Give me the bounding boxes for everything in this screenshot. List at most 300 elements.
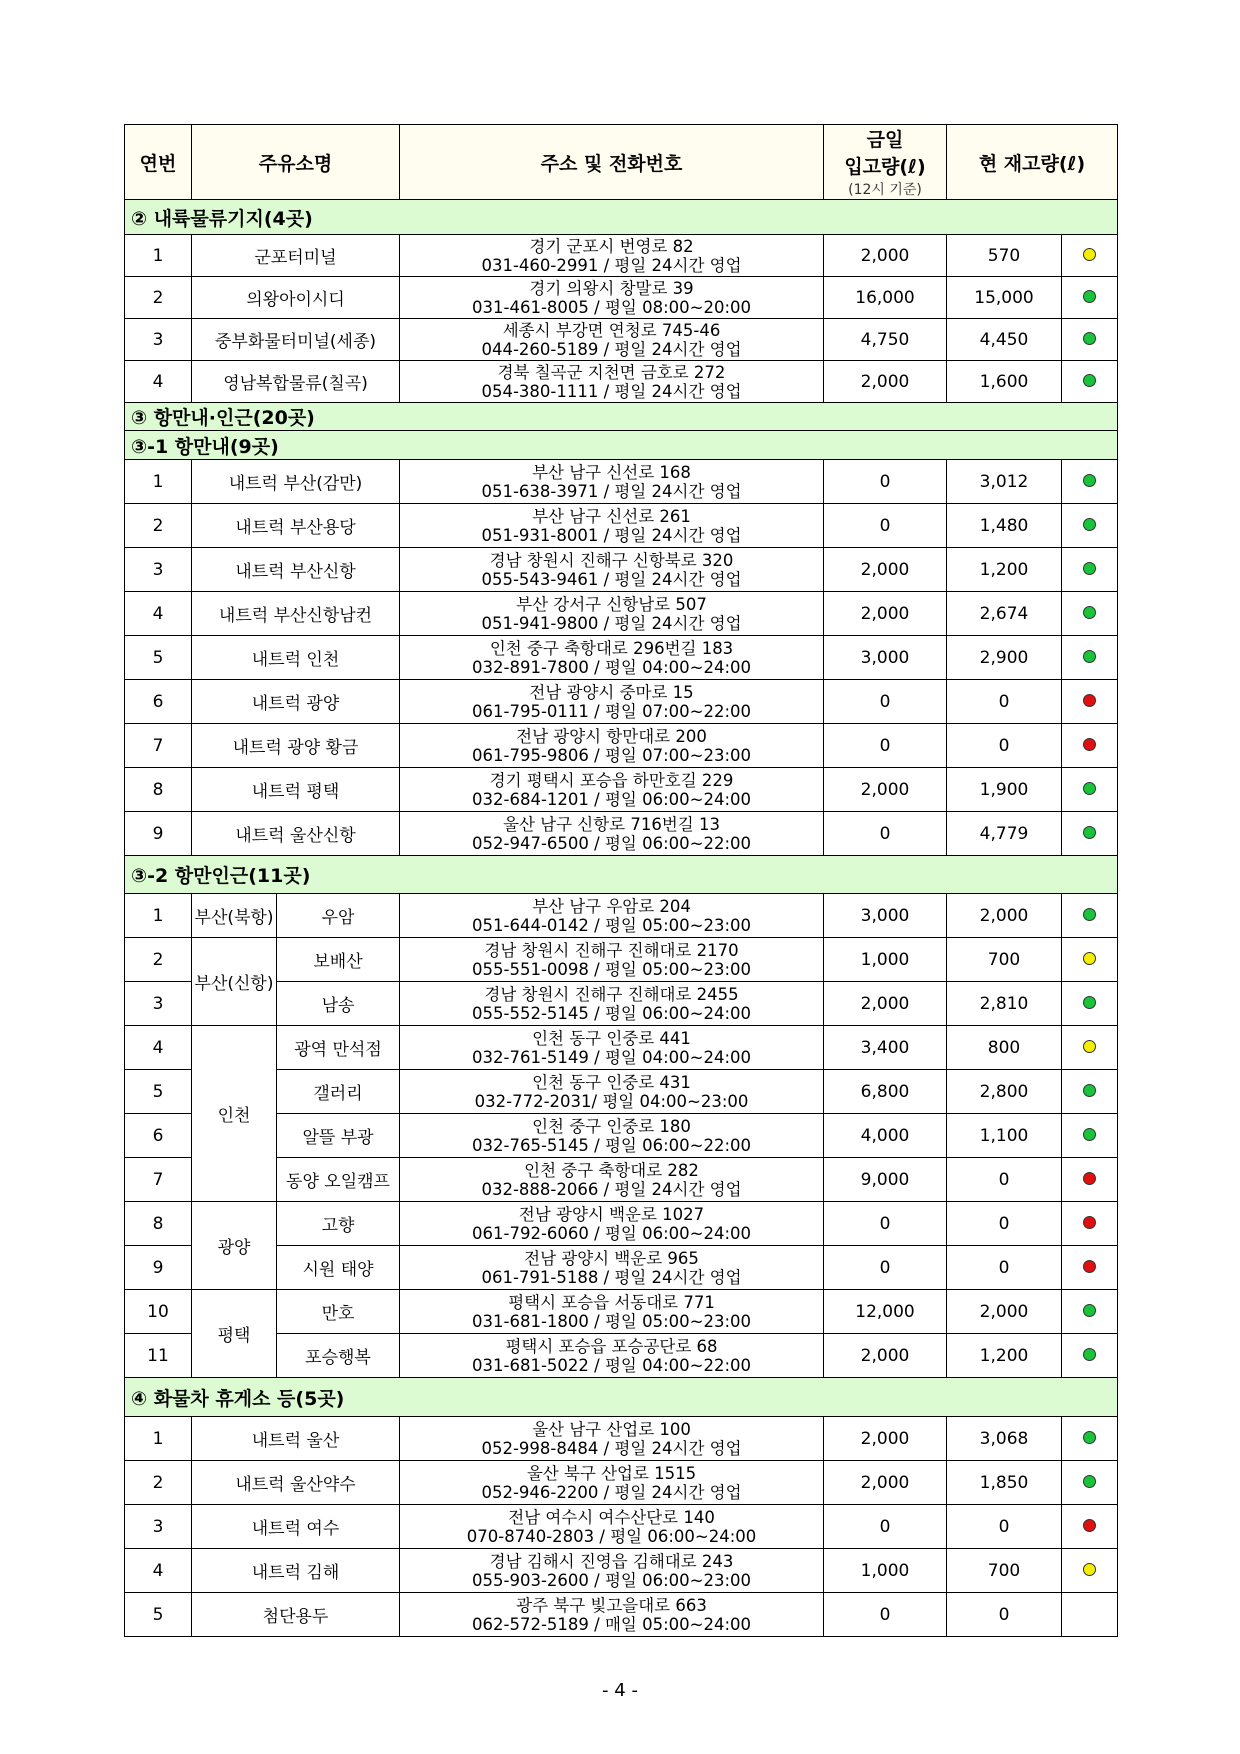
address-line: 인천 동구 인중로 431: [532, 1072, 691, 1092]
station-address: [400, 548, 824, 592]
stock-amount: 1,100: [947, 1114, 1062, 1158]
row-no: 6: [125, 1114, 192, 1158]
address-line: 평택시 포승읍 서동대로 771: [508, 1292, 715, 1312]
status-cell: [1062, 680, 1118, 724]
status-dot-red-icon: [1083, 1519, 1096, 1532]
intake-amount: 0: [824, 1246, 947, 1290]
stock-amount: 15,000: [947, 277, 1062, 319]
intake-amount: 0: [824, 1593, 947, 1637]
row-no: 3: [125, 1505, 192, 1549]
status-cell: [1062, 724, 1118, 768]
row-no: 9: [125, 812, 192, 856]
address-line: 부산 남구 우암로 204: [532, 896, 691, 916]
station-address: [400, 724, 824, 768]
address-line: 평택시 포승읍 포승공단로 68: [505, 1336, 718, 1356]
row-no: 3: [125, 982, 192, 1026]
status-cell: [1062, 982, 1118, 1026]
intake-amount: 2,000: [824, 1417, 947, 1461]
station-address: [400, 1417, 824, 1461]
phone-hours-line: 032-684-1201 / 평일 06:00~24:00: [472, 789, 751, 809]
address-line: 부산 남구 신선로 261: [532, 506, 691, 526]
address-line: 경기 의왕시 창말로 39: [529, 278, 694, 298]
section-header-row: [125, 431, 1118, 460]
status-cell: [1062, 1114, 1118, 1158]
status-cell: [1062, 319, 1118, 361]
intake-amount: 2,000: [824, 361, 947, 403]
stock-amount: 2,674: [947, 592, 1062, 636]
section-title: ② 내륙물류기지(4곳): [125, 200, 1118, 235]
table-row: [125, 548, 1118, 592]
header-intake: [824, 125, 947, 200]
station-name: 내트럭 울산약수: [192, 1461, 400, 1505]
phone-hours-line: 062-572-5189 / 매일 05:00~24:00: [472, 1614, 751, 1634]
intake-amount: 12,000: [824, 1290, 947, 1334]
intake-amount: 0: [824, 812, 947, 856]
section-header-row: [125, 403, 1118, 431]
stock-amount: 0: [947, 1505, 1062, 1549]
station-address: [400, 636, 824, 680]
phone-hours-line: 031-460-2991 / 평일 24시간 영업: [481, 255, 742, 275]
address-line: 전남 여수시 여수산단로 140: [508, 1507, 715, 1527]
station-address: [400, 277, 824, 319]
intake-amount: 0: [824, 460, 947, 504]
phone-hours-line: 031-681-5022 / 평일 04:00~22:00: [472, 1355, 751, 1375]
station-address: [400, 361, 824, 403]
phone-hours-line: 055-903-2600 / 평일 06:00~23:00: [472, 1570, 751, 1590]
address-line: 울산 남구 신항로 716번길 13: [503, 814, 720, 834]
stock-amount: 4,779: [947, 812, 1062, 856]
status-dot-green-icon: [1083, 474, 1096, 487]
status-dot-yellow-icon: [1083, 952, 1096, 965]
phone-hours-line: 055-551-0098 / 평일 05:00~23:00: [472, 959, 751, 979]
row-no: 7: [125, 1158, 192, 1202]
address-line: 경기 군포시 번영로 82: [529, 236, 694, 256]
status-cell: [1062, 1246, 1118, 1290]
status-dot-green-icon: [1083, 908, 1096, 921]
phone-hours-line: 032-772-2031/ 평일 04:00~23:00: [474, 1091, 749, 1111]
table-row: [125, 1505, 1118, 1549]
station-name: 영남복합물류(칠곡): [192, 361, 400, 403]
row-no: 4: [125, 1026, 192, 1070]
address-line: 광주 북구 빛고을대로 663: [516, 1595, 707, 1615]
phone-hours-line: 051-644-0142 / 평일 05:00~23:00: [472, 915, 751, 935]
station-address: [400, 1158, 824, 1202]
status-cell: [1062, 1202, 1118, 1246]
table-row: [125, 460, 1118, 504]
station-name: 포승행복: [277, 1334, 400, 1378]
intake-amount: 4,000: [824, 1114, 947, 1158]
station-address: [400, 1461, 824, 1505]
address-line: 경남 창원시 진해구 신항북로 320: [489, 550, 734, 570]
address-line: 인천 중구 인중로 180: [532, 1116, 691, 1136]
address-line: 인천 중구 축항대로 282: [524, 1160, 699, 1180]
status-cell: [1062, 504, 1118, 548]
table-body: [125, 200, 1118, 1637]
station-name: 내트럭 부산용당: [192, 504, 400, 548]
status-dot-green-icon: [1083, 562, 1096, 575]
stock-amount: 1,200: [947, 1334, 1062, 1378]
phone-hours-line: 052-946-2200 / 평일 24시간 영업: [481, 1482, 742, 1502]
station-address: [400, 1246, 824, 1290]
row-no: 2: [125, 1461, 192, 1505]
section-header-row: [125, 200, 1118, 235]
table-row: [125, 277, 1118, 319]
intake-amount: 0: [824, 680, 947, 724]
phone-hours-line: 052-947-6500 / 평일 06:00~22:00: [472, 833, 751, 853]
stock-amount: 1,480: [947, 504, 1062, 548]
address-line: 경남 김해시 진영읍 김해대로 243: [489, 1551, 734, 1571]
status-dot-green-icon: [1083, 1348, 1096, 1361]
table-row: [125, 938, 1118, 982]
table-row: [125, 894, 1118, 938]
phone-hours-line: 051-931-8001 / 평일 24시간 영업: [481, 525, 742, 545]
status-cell: [1062, 1334, 1118, 1378]
intake-amount: 2,000: [824, 1461, 947, 1505]
station-name: 내트럭 울산: [192, 1417, 400, 1461]
address-line: 경기 평택시 포승읍 하만호길 229: [489, 770, 734, 790]
status-cell: [1062, 1461, 1118, 1505]
phone-hours-line: 061-792-6060 / 평일 06:00~24:00: [472, 1223, 751, 1243]
station-name: 우암: [277, 894, 400, 938]
station-address: [400, 235, 824, 277]
station-name: 보배산: [277, 938, 400, 982]
address-line: 세종시 부강면 연청로 745-46: [502, 320, 721, 340]
address-line: 경남 창원시 진해구 진해대로 2170: [484, 940, 739, 960]
section-header-row: [125, 1378, 1118, 1417]
station-name: 의왕아이시디: [192, 277, 400, 319]
phone-hours-line: 032-891-7800 / 평일 04:00~24:00: [472, 657, 751, 677]
intake-amount: 0: [824, 1202, 947, 1246]
table-row: [125, 1026, 1118, 1070]
station-name: 내트럭 울산신항: [192, 812, 400, 856]
stock-amount: 0: [947, 1246, 1062, 1290]
table-row: [125, 1549, 1118, 1593]
stock-amount: 2,900: [947, 636, 1062, 680]
stock-amount: 1,850: [947, 1461, 1062, 1505]
status-cell: [1062, 277, 1118, 319]
status-dot-red-icon: [1083, 694, 1096, 707]
status-dot-green-icon: [1083, 1304, 1096, 1317]
header-name: 주유소명: [192, 125, 400, 200]
status-cell: [1062, 768, 1118, 812]
row-no: 5: [125, 636, 192, 680]
status-dot-green-icon: [1083, 650, 1096, 663]
station-name: 내트럭 부산(감만): [192, 460, 400, 504]
stock-amount: 3,068: [947, 1417, 1062, 1461]
section-header-row: [125, 856, 1118, 894]
station-name: 알뜰 부광: [277, 1114, 400, 1158]
stock-amount: 0: [947, 1158, 1062, 1202]
row-no: 8: [125, 768, 192, 812]
status-cell: [1062, 1593, 1118, 1637]
intake-amount: 3,000: [824, 894, 947, 938]
row-no: 1: [125, 235, 192, 277]
section-title: ③-1 항만내(9곳): [125, 431, 1118, 460]
table-row: [125, 680, 1118, 724]
stock-amount: 2,000: [947, 894, 1062, 938]
intake-amount: 2,000: [824, 235, 947, 277]
row-no: 7: [125, 724, 192, 768]
table-row: [125, 768, 1118, 812]
phone-hours-line: 044-260-5189 / 평일 24시간 영업: [481, 339, 742, 359]
table-row: [125, 504, 1118, 548]
station-address: [400, 1026, 824, 1070]
status-dot-red-icon: [1083, 1216, 1096, 1229]
table-row: [125, 1290, 1118, 1334]
phone-hours-line: 061-791-5188 / 평일 24시간 영업: [481, 1267, 742, 1287]
row-no: 9: [125, 1246, 192, 1290]
station-address: [400, 592, 824, 636]
stock-amount: 0: [947, 680, 1062, 724]
station-address: [400, 1070, 824, 1114]
phone-hours-line: 061-795-0111 / 평일 07:00~22:00: [472, 701, 751, 721]
table-row: [125, 319, 1118, 361]
intake-amount: 3,400: [824, 1026, 947, 1070]
status-cell: [1062, 1505, 1118, 1549]
stock-amount: 1,900: [947, 768, 1062, 812]
station-name: 내트럭 김해: [192, 1549, 400, 1593]
status-dot-yellow-icon: [1083, 248, 1096, 261]
station-name: 중부화물터미널(세종): [192, 319, 400, 361]
station-name: 내트럭 인천: [192, 636, 400, 680]
intake-amount: 2,000: [824, 982, 947, 1026]
intake-amount: 0: [824, 724, 947, 768]
table-row: [125, 592, 1118, 636]
intake-amount: 0: [824, 1505, 947, 1549]
station-name: 군포터미널: [192, 235, 400, 277]
status-dot-yellow-icon: [1083, 1040, 1096, 1053]
address-line: 전남 광양시 백운로 1027: [518, 1204, 705, 1224]
stock-amount: 2,810: [947, 982, 1062, 1026]
station-name: 내트럭 여수: [192, 1505, 400, 1549]
table-row: [125, 636, 1118, 680]
intake-amount: 2,000: [824, 768, 947, 812]
address-line: 울산 북구 산업로 1515: [526, 1463, 697, 1483]
phone-hours-line: 032-765-5145 / 평일 06:00~22:00: [472, 1135, 751, 1155]
stock-amount: 700: [947, 1549, 1062, 1593]
status-dot-green-icon: [1083, 1431, 1096, 1444]
status-cell: [1062, 1290, 1118, 1334]
station-address: [400, 504, 824, 548]
intake-amount: 3,000: [824, 636, 947, 680]
address-line: 전남 광양시 중마로 15: [529, 682, 694, 702]
status-dot-yellow-icon: [1083, 1563, 1096, 1576]
status-cell: [1062, 1070, 1118, 1114]
status-dot-red-icon: [1083, 1260, 1096, 1273]
station-name: 시원 태양: [277, 1246, 400, 1290]
status-cell: [1062, 938, 1118, 982]
address-line: 전남 광양시 항만대로 200: [516, 726, 707, 746]
stock-amount: 1,600: [947, 361, 1062, 403]
intake-amount: 2,000: [824, 1334, 947, 1378]
status-cell: [1062, 894, 1118, 938]
header-address: 주소 및 전화번호: [400, 125, 824, 200]
station-address: [400, 938, 824, 982]
status-dot-green-icon: [1083, 826, 1096, 839]
station-address: [400, 982, 824, 1026]
stock-amount: 3,012: [947, 460, 1062, 504]
address-line: 울산 남구 산업로 100: [532, 1419, 691, 1439]
station-address: [400, 1593, 824, 1637]
stock-amount: 0: [947, 1593, 1062, 1637]
phone-hours-line: 061-795-9806 / 평일 07:00~23:00: [472, 745, 751, 765]
table-row: [125, 1593, 1118, 1637]
station-name: 광역 만석점: [277, 1026, 400, 1070]
table-row: [125, 235, 1118, 277]
phone-hours-line: 051-941-9800 / 평일 24시간 영업: [481, 613, 742, 633]
gas-station-stock-table: [124, 124, 1118, 1637]
row-no: 2: [125, 504, 192, 548]
phone-hours-line: 031-461-8005 / 평일 08:00~20:00: [472, 297, 751, 317]
station-name: 내트럭 부산신항남컨: [192, 592, 400, 636]
status-dot-green-icon: [1083, 374, 1096, 387]
status-dot-green-icon: [1083, 782, 1096, 795]
station-name: 내트럭 광양 황금: [192, 724, 400, 768]
status-cell: [1062, 812, 1118, 856]
table-row: [125, 724, 1118, 768]
phone-hours-line: 055-543-9461 / 평일 24시간 영업: [481, 569, 742, 589]
row-no: 11: [125, 1334, 192, 1378]
stock-amount: 2,000: [947, 1290, 1062, 1334]
intake-amount: 2,000: [824, 592, 947, 636]
region-group: 부산(북항): [192, 894, 277, 938]
table-row: [125, 361, 1118, 403]
phone-hours-line: 070-8740-2803 / 평일 06:00~24:00: [466, 1526, 757, 1546]
stock-amount: 4,450: [947, 319, 1062, 361]
status-dot-green-icon: [1083, 996, 1096, 1009]
stock-amount: 700: [947, 938, 1062, 982]
page-number: - 4 -: [602, 1680, 638, 1701]
phone-hours-line: 031-681-1800 / 평일 05:00~23:00: [472, 1311, 751, 1331]
status-cell: [1062, 1417, 1118, 1461]
station-name: 갤러리: [277, 1070, 400, 1114]
station-address: [400, 1549, 824, 1593]
status-dot-green-icon: [1083, 332, 1096, 345]
address-line: 경북 칠곡군 지천면 금호로 272: [497, 362, 726, 382]
stock-amount: 800: [947, 1026, 1062, 1070]
section-title: ③ 항만내·인근(20곳): [125, 403, 1118, 431]
status-dot-green-icon: [1083, 606, 1096, 619]
intake-amount: 9,000: [824, 1158, 947, 1202]
row-no: 5: [125, 1593, 192, 1637]
intake-amount: 1,000: [824, 1549, 947, 1593]
header-stock: 현 재고량(ℓ): [947, 125, 1118, 200]
row-no: 10: [125, 1290, 192, 1334]
station-address: [400, 812, 824, 856]
table-row: [125, 1417, 1118, 1461]
region-group: 인천: [192, 1026, 277, 1202]
row-no: 1: [125, 894, 192, 938]
row-no: 3: [125, 548, 192, 592]
intake-amount: 2,000: [824, 548, 947, 592]
row-no: 2: [125, 277, 192, 319]
status-dot-green-icon: [1083, 518, 1096, 531]
row-no: 4: [125, 592, 192, 636]
header-intake-note: (12시 기준): [848, 182, 922, 198]
station-address: [400, 1505, 824, 1549]
stock-amount: 570: [947, 235, 1062, 277]
row-no: 1: [125, 460, 192, 504]
station-address: [400, 680, 824, 724]
status-cell: [1062, 460, 1118, 504]
row-no: 4: [125, 1549, 192, 1593]
status-dot-red-icon: [1083, 738, 1096, 751]
status-cell: [1062, 1549, 1118, 1593]
station-address: [400, 319, 824, 361]
status-cell: [1062, 235, 1118, 277]
phone-hours-line: 032-888-2066 / 평일 24시간 영업: [481, 1179, 742, 1199]
row-no: 1: [125, 1417, 192, 1461]
row-no: 8: [125, 1202, 192, 1246]
station-name: 내트럭 평택: [192, 768, 400, 812]
row-no: 5: [125, 1070, 192, 1114]
table-row: [125, 1202, 1118, 1246]
phone-hours-line: 052-998-8484 / 평일 24시간 영업: [481, 1438, 742, 1458]
station-address: [400, 1202, 824, 1246]
status-cell: [1062, 1026, 1118, 1070]
phone-hours-line: 055-552-5145 / 평일 06:00~24:00: [472, 1003, 751, 1023]
status-dot-red-icon: [1083, 1172, 1096, 1185]
row-no: 3: [125, 319, 192, 361]
address-line: 전남 광양시 백운로 965: [524, 1248, 699, 1268]
status-dot-green-icon: [1083, 1475, 1096, 1488]
station-address: [400, 1334, 824, 1378]
row-no: 2: [125, 938, 192, 982]
status-cell: [1062, 636, 1118, 680]
station-address: [400, 1290, 824, 1334]
region-group: 부산(신항): [192, 938, 277, 1026]
station-address: [400, 460, 824, 504]
station-name: 고향: [277, 1202, 400, 1246]
status-dot-green-icon: [1083, 1084, 1096, 1097]
table-row: [125, 812, 1118, 856]
header-no: 연번: [125, 125, 192, 200]
station-name: 만호: [277, 1290, 400, 1334]
stock-amount: 0: [947, 724, 1062, 768]
phone-hours-line: 054-380-1111 / 평일 24시간 영업: [481, 381, 742, 401]
address-line: 경남 창원시 진해구 진해대로 2455: [484, 984, 739, 1004]
address-line: 인천 중구 축항대로 296번길 183: [489, 638, 734, 658]
table-row: [125, 1461, 1118, 1505]
header-intake-line2: 입고량(ℓ): [844, 156, 926, 178]
address-line: 인천 동구 인중로 441: [532, 1028, 691, 1048]
stock-amount: 2,800: [947, 1070, 1062, 1114]
station-name: 내트럭 부산신항: [192, 548, 400, 592]
section-title: ③-2 항만인근(11곳): [125, 856, 1118, 894]
station-name: 첨단용두: [192, 1593, 400, 1637]
station-name: 남송: [277, 982, 400, 1026]
phone-hours-line: 051-638-3971 / 평일 24시간 영업: [481, 481, 742, 501]
phone-hours-line: 032-761-5149 / 평일 04:00~24:00: [472, 1047, 751, 1067]
header-intake-line1: 금일: [866, 129, 904, 151]
status-cell: [1062, 548, 1118, 592]
status-dot-green-icon: [1083, 1128, 1096, 1141]
station-address: [400, 894, 824, 938]
station-address: [400, 768, 824, 812]
stock-amount: 1,200: [947, 548, 1062, 592]
status-cell: [1062, 592, 1118, 636]
intake-amount: 4,750: [824, 319, 947, 361]
station-name: 동양 오일캠프: [277, 1158, 400, 1202]
intake-amount: 1,000: [824, 938, 947, 982]
region-group: 평택: [192, 1290, 277, 1378]
region-group: 광양: [192, 1202, 277, 1290]
row-no: 6: [125, 680, 192, 724]
intake-amount: 0: [824, 504, 947, 548]
address-line: 부산 남구 신선로 168: [532, 462, 691, 482]
status-cell: [1062, 361, 1118, 403]
table-header-row: [125, 125, 1118, 200]
